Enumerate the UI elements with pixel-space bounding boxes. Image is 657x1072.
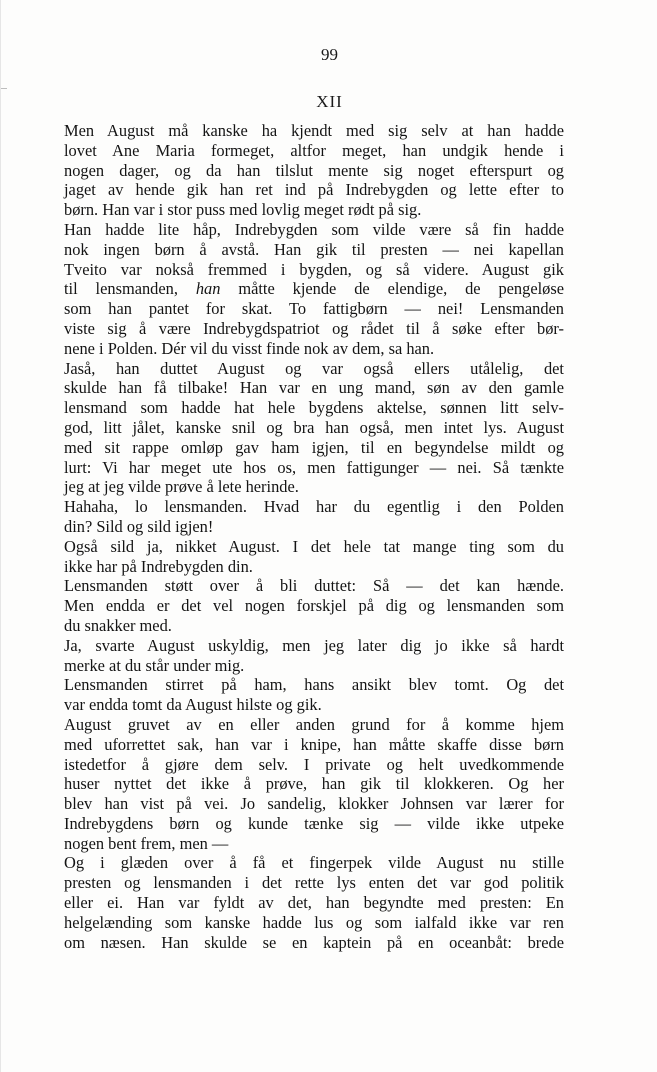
margin-mark xyxy=(1,88,7,89)
text-line: nene i Polden. Dér vil du visst finde nok av dem, sa han. xyxy=(64,338,435,358)
text-fragment: til lensmanden, xyxy=(64,279,196,299)
text-line: helgelænding som kanske hadde lus og som ialfald ikke var ren xyxy=(64,912,564,932)
text-line: Og i glæden over å få et fingerpek vilde August nu stille xyxy=(64,853,564,873)
text-line: blev han vist på vei. Jo sandelig, klokker Johnsen var lærer for xyxy=(64,794,564,814)
text-line: jaget av hende gik han ret ind på Indrebygden og lette efter to xyxy=(64,180,564,200)
text-line: skulde han få tilbake! Han var en ung mand, søn av den gamle xyxy=(64,378,564,398)
text-line: huser nyttet det ikke å prøve, han gik til klokkeren. Og her xyxy=(64,774,564,794)
text-line: presten og lensmanden i det rette lys enten det var god politik xyxy=(64,873,564,893)
emphasis-text: han xyxy=(195,279,221,299)
text-line: viste sig å være Indrebygdspatriot og rådet til å søke efter bør- xyxy=(64,318,564,338)
text-line: nok ingen børn å avstå. Han gik til presten — nei kapellan xyxy=(64,239,564,259)
text-line: Tveito var nokså fremmed i bygden, og så videre. August gik xyxy=(64,259,564,279)
text-line: Men endda er det vel nogen forskjel på dig og lensmanden som xyxy=(64,596,564,616)
text-line: istedetfor å gjøre dem selv. I private og helt uvedkommende xyxy=(64,754,564,774)
paragraph xyxy=(64,576,564,635)
paragraph xyxy=(64,715,564,854)
text-fragment: måtte kjende de elendige, de pengeløse xyxy=(220,279,564,299)
text-line: nogen bent frem, men — xyxy=(64,833,229,853)
paragraph xyxy=(64,359,564,498)
text-line: med sit rappe omløp gav ham igjen, til en begyndelse mildt og xyxy=(64,437,564,457)
chapter-heading: XII xyxy=(316,92,343,111)
text-line: lensmand som hadde hat hele bygdens aktelse, sønnen litt selv- xyxy=(64,398,564,418)
text-line: Hahaha, lo lensmanden. Hvad har du egentlig i den Polden xyxy=(64,497,564,517)
text-line: Lensmanden stirret på ham, hans ansikt blev tomt. Og det xyxy=(64,675,564,695)
text-line: god, litt jålet, kanske snil og bra han også, men intet lys. August xyxy=(64,417,564,437)
text-line: merke at du står under mig. xyxy=(64,655,245,675)
paragraph xyxy=(64,497,564,537)
paragraph xyxy=(64,853,564,952)
text-line: Jaså, han duttet August og var også ellers utålelig, det xyxy=(64,358,564,378)
text-line: du snakker med. xyxy=(64,615,172,635)
text-line: om næsen. Han skulde se en kaptein på en oceanbåt: brede xyxy=(64,932,564,952)
text-line: nogen dager, og da han tilslut mente sig noget efterspurt og xyxy=(64,160,564,180)
text-line: Han hadde lite håp, Indrebygden som vilde være så fin hadde xyxy=(64,219,564,239)
text-line: børn. Han var i stor puss med lovlig meget rødt på sig. xyxy=(64,200,422,220)
text-line: med uforrettet sak, han var i knipe, han måtte skaffe disse børn xyxy=(64,734,564,754)
text-line: Indrebygdens børn og kunde tænke sig — vilde ikke utpeke xyxy=(64,813,564,833)
text-line: var endda tomt da August hilste og gik. xyxy=(64,695,322,715)
paragraph xyxy=(64,537,564,577)
text-line: August gruvet av en eller anden grund for å komme hjem xyxy=(64,714,564,734)
text-line: Ja, svarte August uskyldig, men jeg later dig jo ikke så hardt xyxy=(64,635,564,655)
text-line: din? Sild og sild igjen! xyxy=(64,516,214,536)
text-line: eller ei. Han var fyldt av det, han begyndte med presten: En xyxy=(64,893,564,913)
paragraph xyxy=(64,636,564,676)
text-line: lurt: Vi har meget ute hos os, men fattigunger — nei. Så tænkte xyxy=(64,457,564,477)
text-line: Lensmanden støtt over å bli duttet: Så — det kan hænde. xyxy=(64,576,564,596)
text-line: Men August må kanske ha kjendt med sig selv at han hadde xyxy=(64,121,564,140)
page-number: 99 xyxy=(321,45,338,64)
paragraph xyxy=(64,121,564,220)
text-line: Også sild ja, nikket August. I det hele tat mange ting som du xyxy=(64,536,564,556)
paragraph xyxy=(64,675,564,715)
body-text xyxy=(64,121,564,952)
text-line-with-emphasis xyxy=(64,279,564,299)
text-line: ikke har på Indrebygden din. xyxy=(64,556,253,576)
text-line: som han pantet for skat. To fattigbørn — nei! Lensmanden xyxy=(64,299,564,319)
text-line: lovet Ane Maria formeget, altfor meget, han undgik hende i xyxy=(64,140,564,160)
paragraph xyxy=(64,220,564,359)
text-line: jeg at jeg vilde prøve å lete herinde. xyxy=(64,477,299,497)
